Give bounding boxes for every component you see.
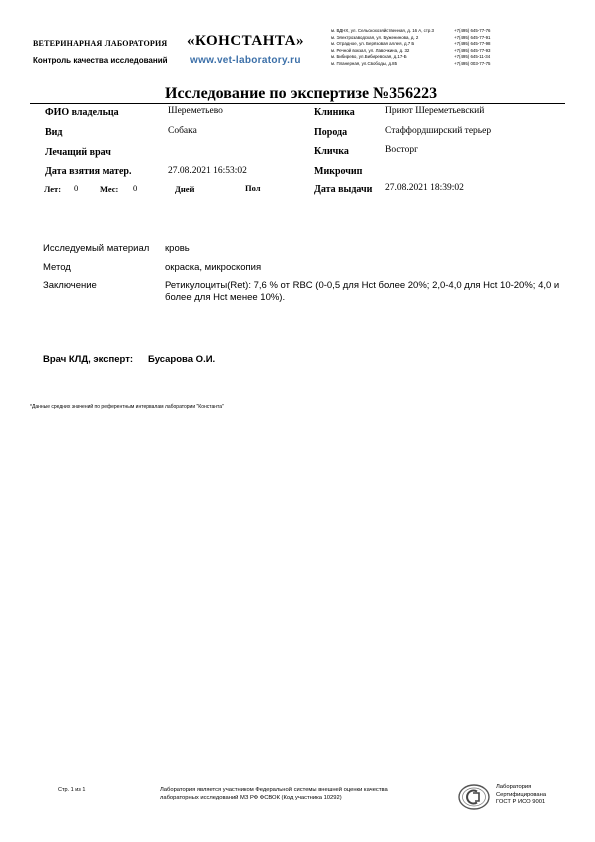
branch-address: м. Речной вокзал, ул. Лавочкина, д. 32 <box>331 47 410 53</box>
signature-name: Бусарова О.И. <box>148 354 216 365</box>
branch-phone: +7(495) 645-77-98 <box>454 41 491 47</box>
document-title: Исследование по экспертизе №356223 <box>165 85 438 102</box>
cert-line: Сертифицирована <box>496 791 547 798</box>
years-label: Лет: <box>44 184 62 194</box>
lab-name: ВЕТЕРИНАРНАЯ ЛАБОРАТОРИЯ <box>33 39 168 48</box>
website-link[interactable]: www.vet-laboratory.ru <box>190 55 301 66</box>
branch-address: м. Планерная, ул.Свободы, д.85 <box>331 60 398 66</box>
breed-label: Порода <box>314 127 348 138</box>
material-value: кровь <box>165 243 190 254</box>
owner-value: Шереметьево <box>168 106 223 116</box>
species-label: Вид <box>45 127 63 138</box>
branch-phone: +7(495) 645-77-93 <box>454 47 491 53</box>
breed-value: Стаффордширский терьер <box>385 126 492 136</box>
branch-phone: +7(495) 645-77-76 <box>454 28 491 33</box>
doctor-label: Лечащий врач <box>45 147 111 158</box>
sample-date-label: Дата взятия матер. <box>45 166 132 177</box>
branch-phone: +7(495) 003-77-75 <box>454 60 491 66</box>
certification-logo-icon <box>457 783 493 811</box>
sample-date-value: 27.08.2021 16:53:02 <box>168 166 247 176</box>
nickname-value: Восторг <box>385 145 418 155</box>
footnote: *Данные средних значений по референтным интервалам лаборатории "Константа" <box>30 404 224 410</box>
owner-label: ФИО владельца <box>45 107 119 118</box>
conclusion-label: Заключение <box>43 280 97 291</box>
issue-date-label: Дата выдачи <box>314 184 373 195</box>
days-label: Дней <box>175 184 195 194</box>
issue-date-value: 27.08.2021 18:39:02 <box>385 183 464 193</box>
species-value: Собака <box>168 126 197 136</box>
signature-label: Врач КЛД, эксперт: <box>43 354 134 365</box>
microchip-label: Микрочип <box>314 166 363 177</box>
months-label: Мес: <box>100 184 119 194</box>
nickname-label: Кличка <box>314 146 349 157</box>
sex-label: Пол <box>245 183 261 193</box>
clinic-label: Клиника <box>314 107 355 118</box>
branch-address: м. Бибирево, ул.Бибиревская, д.17-Б <box>331 54 407 60</box>
branch-address: м. Электрозаводская, ул. Буженинова, д. 2 <box>331 34 419 40</box>
cert-line: Лаборатория <box>496 784 532 790</box>
method-value: окраска, микроскопия <box>165 262 262 273</box>
branch-address: м. ВДНХ, ул. Сельскохозяйственная, д. 16 А, стр.3 <box>331 28 434 33</box>
months-value: 0 <box>133 183 138 193</box>
branch-address-list <box>331 28 434 68</box>
cert-line: ГОСТ Р ИСО 9001 <box>496 799 546 805</box>
years-value: 0 <box>74 183 79 193</box>
branch-address: м. Отрадное, ул. Берёзовая аллея, д.7 Б <box>331 41 415 47</box>
lab-subtitle: Контроль качества исследований <box>33 56 168 65</box>
certification-text <box>496 784 546 807</box>
fsvok-line: Лаборатория является участником Федеральной системы внешней оценки качества <box>160 787 388 793</box>
branch-phone: +7(495) 645-11-34 <box>454 54 491 60</box>
conclusion-value: Ретикулоциты(Ret): 7,6 % от RBC (0-0,5 для Hct более 20%; 2,0-4,0 для Hct 10-20%; 4,0 и более для Hct менее 10%). <box>165 280 560 303</box>
fsvok-line: лабораторных исследований МЗ РФ ФСВОК (Код участника 10292) <box>160 795 342 801</box>
branch-phone: +7(495) 645-77-91 <box>454 34 491 40</box>
title-divider <box>30 103 565 104</box>
clinic-value: Приют Шереметьевский <box>385 106 485 116</box>
page-number: Стр. 1 из 1 <box>58 787 86 793</box>
brand-name: «КОНСТАНТА» <box>187 33 305 49</box>
branch-phone-list <box>454 28 491 68</box>
fsvok-notice <box>160 786 388 802</box>
method-label: Метод <box>43 262 71 273</box>
material-label: Исследуемый материал <box>43 243 150 254</box>
